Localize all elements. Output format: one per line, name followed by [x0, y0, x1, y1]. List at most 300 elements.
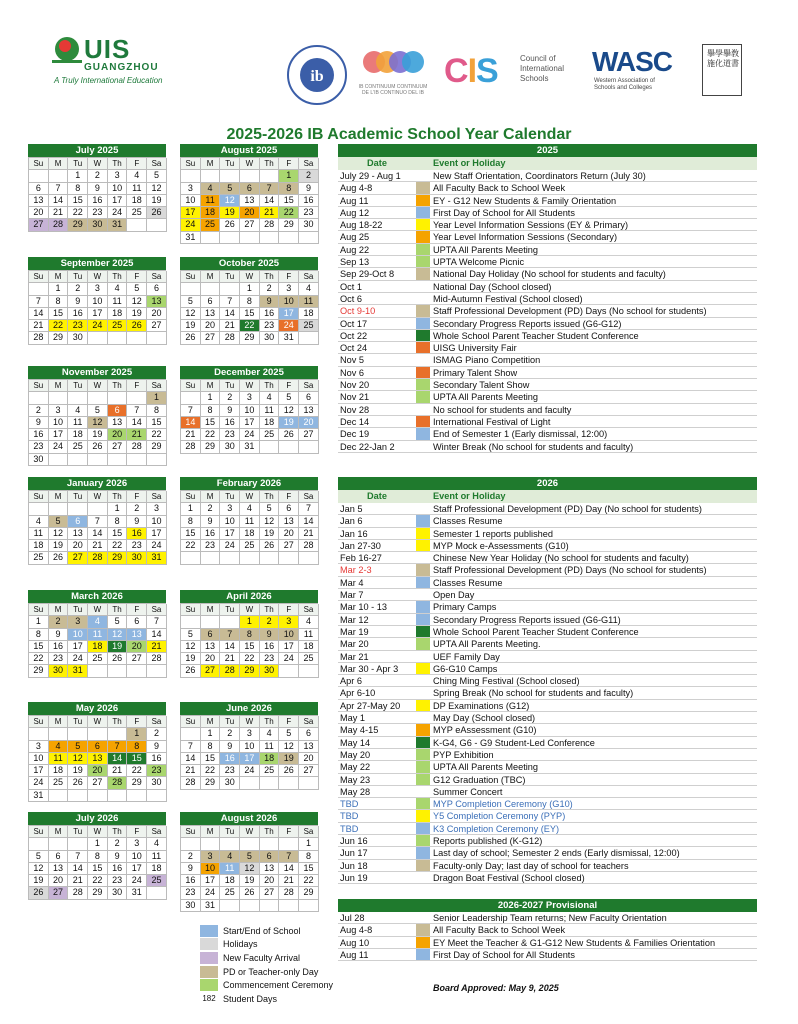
day-cell — [49, 728, 69, 740]
weekday-label: Su — [29, 158, 49, 170]
events-2027 — [338, 899, 757, 961]
event-date: Jun 16 — [340, 836, 368, 847]
cis-logo — [444, 52, 584, 92]
weekday-label: M — [201, 491, 221, 503]
day-cell: 29 — [201, 441, 221, 453]
month-calendar — [28, 812, 166, 900]
weekday-label: M — [201, 271, 221, 283]
day-cell: 3 — [201, 851, 221, 863]
weekday-label: Tu — [220, 158, 240, 170]
day-cell: 2 — [88, 170, 108, 182]
event-row — [338, 651, 757, 663]
day-cell: 26 — [220, 219, 240, 231]
event-date: Oct 9-10 — [340, 306, 376, 317]
day-cell: 10 — [201, 863, 221, 875]
day-cell: 7 — [220, 296, 240, 308]
day-cell: 22 — [181, 540, 201, 552]
event-color-swatch — [416, 651, 430, 662]
event-name: Primary Talent Show — [433, 367, 518, 378]
events-2026 — [338, 477, 757, 884]
day-cell: 7 — [220, 629, 240, 641]
event-name: All Faculty Back to School Week — [433, 925, 566, 936]
day-cell: 19 — [29, 875, 49, 887]
day-cell: 12 — [127, 296, 147, 308]
day-cell: 29 — [240, 332, 260, 344]
day-cell: 3 — [29, 741, 49, 753]
day-cell — [260, 900, 280, 912]
day-cell: 17 — [88, 308, 108, 320]
day-cell — [299, 900, 319, 912]
event-name: International Festival of Light — [433, 416, 551, 427]
day-cell: 7 — [68, 851, 88, 863]
day-cell: 29 — [147, 441, 167, 453]
chinese-seal-text: 擧學擧敎 施化道書 — [707, 49, 739, 68]
day-cell: 27 — [108, 441, 128, 453]
day-cell: 3 — [279, 616, 299, 628]
day-cell: 18 — [68, 429, 88, 441]
event-color-swatch — [416, 823, 430, 834]
weekday-label: Sa — [147, 604, 167, 616]
day-cell: 4 — [147, 838, 167, 850]
event-name: UPTA All Parents Meeting — [433, 762, 539, 773]
day-cell — [279, 552, 299, 564]
event-row — [338, 416, 757, 428]
day-cell — [181, 392, 201, 404]
day-cell — [240, 838, 260, 850]
event-name: EY Meet the Teacher & G1-G12 New Students & Families Orientation — [433, 937, 716, 948]
day-cell: 26 — [29, 887, 49, 899]
day-cell: 4 — [49, 741, 69, 753]
event-row — [338, 577, 757, 589]
event-color-swatch — [416, 700, 430, 711]
weekday-label: Th — [108, 271, 128, 283]
day-cell: 14 — [220, 308, 240, 320]
day-cell: 11 — [299, 629, 319, 641]
day-cell: 13 — [240, 195, 260, 207]
day-cell: 3 — [68, 616, 88, 628]
day-cell: 18 — [49, 765, 69, 777]
event-color-swatch — [416, 354, 430, 365]
day-cell — [147, 454, 167, 466]
day-cell: 10 — [181, 195, 201, 207]
day-cell — [49, 790, 69, 802]
event-name: Chinese New Year Holiday (No school for students and faculty) — [433, 553, 689, 564]
event-color-swatch — [416, 318, 430, 329]
continuum-logo — [358, 44, 428, 106]
day-cell — [220, 616, 240, 628]
day-cell — [240, 232, 260, 244]
event-date: July 29 - Aug 1 — [340, 171, 401, 181]
day-cell: 4 — [68, 405, 88, 417]
day-cell — [127, 332, 147, 344]
day-cell: 26 — [88, 441, 108, 453]
day-cell: 1 — [29, 616, 49, 628]
day-cell: 20 — [147, 308, 167, 320]
event-color-swatch — [416, 564, 430, 575]
weekday-label: Su — [29, 716, 49, 728]
day-cell: 2 — [29, 405, 49, 417]
day-cell: 3 — [240, 728, 260, 740]
day-cell: 28 — [181, 441, 201, 453]
day-cell — [240, 900, 260, 912]
day-cell: 25 — [108, 320, 128, 332]
day-cell — [127, 392, 147, 404]
event-name: Semester 1 reports published — [433, 528, 554, 539]
day-cell: 14 — [108, 753, 128, 765]
day-cell: 21 — [279, 875, 299, 887]
legend-swatch — [200, 952, 218, 964]
day-cell: 12 — [279, 741, 299, 753]
event-date: Jan 16 — [340, 528, 368, 539]
day-cell — [299, 232, 319, 244]
weekday-label: M — [201, 716, 221, 728]
day-cell: 12 — [181, 641, 201, 653]
day-cell: 21 — [127, 429, 147, 441]
day-cell: 7 — [108, 741, 128, 753]
day-cell: 10 — [88, 296, 108, 308]
events-2025 — [338, 144, 757, 453]
event-name: First Day of School for All Students — [433, 949, 575, 960]
day-cell: 22 — [29, 653, 49, 665]
day-cell — [299, 441, 319, 453]
event-color-swatch — [416, 774, 430, 785]
event-row — [338, 638, 757, 650]
day-cell: 26 — [240, 887, 260, 899]
day-cell: 24 — [108, 207, 128, 219]
day-cell: 23 — [147, 765, 167, 777]
event-name: Secondary Talent Show — [433, 380, 530, 391]
day-cell: 13 — [68, 528, 88, 540]
event-name: EY - G12 New Students & Family Orientation — [433, 195, 617, 206]
day-cell — [260, 552, 280, 564]
continuum-circles-icon — [358, 44, 428, 84]
weekday-label: Tu — [68, 158, 88, 170]
event-date: Mar 10 - 13 — [340, 602, 387, 613]
day-cell: 25 — [240, 540, 260, 552]
day-cell: 13 — [279, 516, 299, 528]
day-cell: 23 — [299, 207, 319, 219]
day-cell: 19 — [49, 540, 69, 552]
day-cell: 22 — [127, 765, 147, 777]
day-cell: 24 — [49, 441, 69, 453]
event-name: UISG University Fair — [433, 343, 517, 354]
event-color-swatch — [416, 182, 430, 193]
day-cell: 9 — [220, 405, 240, 417]
day-cell: 21 — [260, 207, 280, 219]
event-date: Nov 28 — [340, 404, 370, 415]
weekday-label: W — [88, 716, 108, 728]
event-name: UPTA All Parents Meeting — [433, 392, 539, 403]
event-color-swatch — [416, 860, 430, 871]
event-name: UPTA All Parents Meeting — [433, 244, 539, 255]
day-cell: 24 — [181, 219, 201, 231]
weekday-label: Tu — [220, 380, 240, 392]
month-grid — [180, 715, 318, 790]
day-cell: 3 — [147, 503, 167, 515]
day-cell: 8 — [147, 405, 167, 417]
day-cell: 16 — [29, 429, 49, 441]
day-cell: 7 — [49, 183, 69, 195]
weekday-label: Su — [181, 158, 201, 170]
weekday-label: Th — [108, 826, 128, 838]
day-cell: 18 — [240, 528, 260, 540]
weekday-label: Su — [29, 491, 49, 503]
day-cell: 26 — [181, 665, 201, 677]
day-cell — [201, 616, 221, 628]
day-cell — [49, 392, 69, 404]
day-cell: 28 — [220, 665, 240, 677]
weekday-label: M — [201, 158, 221, 170]
weekday-label: M — [49, 604, 69, 616]
day-cell: 3 — [88, 283, 108, 295]
month-grid — [180, 270, 318, 345]
day-cell: 1 — [108, 503, 128, 515]
day-cell — [220, 170, 240, 182]
day-cell: 2 — [299, 170, 319, 182]
day-cell: 29 — [240, 665, 260, 677]
month-calendar — [180, 477, 318, 565]
event-date: Sep 29-Oct 8 — [340, 269, 395, 280]
uis-mark-icon — [52, 34, 82, 68]
day-cell: 15 — [29, 641, 49, 653]
month-title: September 2025 — [28, 257, 166, 270]
uis-name: UIS — [84, 34, 131, 64]
day-cell: 30 — [88, 219, 108, 231]
day-cell: 1 — [181, 503, 201, 515]
day-cell: 2 — [147, 728, 167, 740]
day-cell: 17 — [220, 528, 240, 540]
day-cell: 15 — [108, 528, 128, 540]
day-cell: 14 — [260, 195, 280, 207]
day-cell: 11 — [68, 417, 88, 429]
event-row — [338, 761, 757, 773]
day-cell: 9 — [68, 296, 88, 308]
weekday-label: Sa — [299, 380, 319, 392]
day-cell — [220, 838, 240, 850]
day-cell: 18 — [147, 863, 167, 875]
day-cell: 11 — [108, 296, 128, 308]
day-cell: 7 — [260, 183, 280, 195]
day-cell — [29, 838, 49, 850]
day-cell — [181, 616, 201, 628]
event-date: Jul 28 — [340, 913, 365, 923]
event-name: PYP Exhibition — [433, 749, 494, 760]
event-color-swatch — [416, 391, 430, 402]
day-cell: 13 — [299, 741, 319, 753]
event-date: Aug 22 — [340, 244, 370, 255]
month-title: January 2026 — [28, 477, 166, 490]
day-cell: 5 — [220, 183, 240, 195]
event-color-swatch — [416, 281, 430, 292]
day-cell: 17 — [201, 875, 221, 887]
weekday-label: Th — [108, 491, 128, 503]
weekday-label: Sa — [299, 716, 319, 728]
day-cell: 20 — [68, 540, 88, 552]
day-cell: 10 — [279, 629, 299, 641]
event-name: Year Level Information Sessions (EY & Primary) — [433, 220, 629, 231]
legend — [200, 924, 360, 1006]
wasc-text: Western Association of Schools and Colleges — [594, 78, 655, 91]
col-event: Event or Holiday — [433, 491, 506, 501]
month-grid — [28, 715, 166, 802]
day-cell: 25 — [147, 875, 167, 887]
day-cell: 16 — [108, 863, 128, 875]
day-cell: 9 — [88, 183, 108, 195]
weekday-label: M — [201, 826, 221, 838]
event-row — [338, 354, 757, 366]
day-cell: 5 — [240, 851, 260, 863]
event-color-swatch — [416, 847, 430, 858]
day-cell: 12 — [49, 528, 69, 540]
event-date: Aug 4-8 — [340, 925, 373, 936]
day-cell: 16 — [220, 417, 240, 429]
event-color-swatch — [416, 798, 430, 809]
day-cell: 19 — [88, 429, 108, 441]
event-date: Mar 20 — [340, 639, 369, 650]
month-title: June 2026 — [180, 702, 318, 715]
day-cell: 15 — [240, 641, 260, 653]
day-cell: 9 — [260, 629, 280, 641]
day-cell — [260, 441, 280, 453]
weekday-label: Th — [260, 380, 280, 392]
day-cell — [108, 454, 128, 466]
day-cell — [299, 332, 319, 344]
day-cell — [279, 838, 299, 850]
day-cell: 5 — [49, 516, 69, 528]
day-cell: 9 — [181, 863, 201, 875]
day-cell: 12 — [220, 195, 240, 207]
day-cell: 22 — [279, 207, 299, 219]
event-name: Dragon Boat Festival (School closed) — [433, 872, 585, 883]
day-cell: 21 — [68, 875, 88, 887]
event-date: May 4-15 — [340, 725, 379, 736]
day-cell: 5 — [147, 170, 167, 182]
day-cell: 20 — [127, 641, 147, 653]
day-cell: 5 — [181, 629, 201, 641]
day-cell: 11 — [299, 296, 319, 308]
day-cell: 20 — [49, 875, 69, 887]
weekday-label: W — [240, 380, 260, 392]
day-cell: 12 — [260, 516, 280, 528]
day-cell: 16 — [68, 308, 88, 320]
day-cell: 27 — [299, 765, 319, 777]
day-cell: 15 — [201, 417, 221, 429]
month-calendar — [180, 702, 318, 790]
event-row — [338, 428, 757, 440]
day-cell: 14 — [279, 863, 299, 875]
day-cell: 4 — [260, 728, 280, 740]
day-cell: 31 — [127, 887, 147, 899]
event-date: Jun 18 — [340, 860, 368, 871]
event-color-swatch — [416, 367, 430, 378]
month-title: March 2026 — [28, 590, 166, 603]
day-cell: 23 — [127, 540, 147, 552]
month-grid — [28, 490, 166, 565]
day-cell: 13 — [49, 863, 69, 875]
day-cell: 9 — [201, 516, 221, 528]
month-title: February 2026 — [180, 477, 318, 490]
day-cell: 11 — [29, 528, 49, 540]
day-cell: 10 — [29, 753, 49, 765]
day-cell: 13 — [260, 863, 280, 875]
event-name: Secondary Progress Reports issued (G6-G12) — [433, 318, 622, 329]
event-color-swatch — [416, 428, 430, 439]
event-row — [338, 700, 757, 712]
wasc-logo — [592, 46, 700, 92]
wasc-mark: WASC — [592, 46, 672, 77]
day-cell — [127, 219, 147, 231]
day-cell: 21 — [108, 765, 128, 777]
legend-item — [200, 924, 360, 938]
event-color-swatch — [416, 293, 430, 304]
event-color-swatch — [416, 404, 430, 415]
col-date: Date — [367, 491, 387, 501]
weekday-label: F — [127, 271, 147, 283]
event-name: K-G4, G6 - G9 Student-Led Conference — [433, 737, 595, 748]
day-cell: 10 — [68, 629, 88, 641]
weekday-label: Th — [108, 604, 128, 616]
day-cell: 18 — [29, 540, 49, 552]
day-cell: 31 — [201, 900, 221, 912]
event-date: Nov 5 — [340, 355, 365, 366]
day-cell — [201, 552, 221, 564]
day-cell — [29, 283, 49, 295]
legend-swatch — [200, 966, 218, 978]
event-date: TBD — [340, 823, 359, 834]
day-cell: 13 — [108, 417, 128, 429]
event-color-swatch — [416, 872, 430, 883]
weekday-label: F — [127, 604, 147, 616]
day-cell: 30 — [147, 777, 167, 789]
day-cell: 1 — [127, 728, 147, 740]
event-color-swatch — [416, 614, 430, 625]
event-row — [338, 564, 757, 576]
day-cell: 19 — [220, 207, 240, 219]
event-color-swatch — [416, 330, 430, 341]
day-cell — [201, 170, 221, 182]
continuum-text: IB CONTINUUM CONTINUUM DE L'IB CONTINUO DEL IB — [358, 84, 428, 96]
day-cell: 24 — [29, 777, 49, 789]
weekday-label: F — [127, 491, 147, 503]
day-cell: 23 — [201, 540, 221, 552]
legend-label: Student Days — [223, 993, 278, 1004]
day-cell: 11 — [260, 405, 280, 417]
day-cell: 12 — [279, 405, 299, 417]
event-name: Senior Leadership Team returns; New Faculty Orientation — [433, 913, 667, 923]
day-cell: 6 — [88, 741, 108, 753]
event-date: Mar 30 - Apr 3 — [340, 663, 399, 674]
day-cell: 22 — [68, 207, 88, 219]
weekday-label: Tu — [68, 604, 88, 616]
day-cell: 2 — [260, 616, 280, 628]
event-row — [338, 219, 757, 231]
day-cell: 22 — [147, 429, 167, 441]
day-cell: 28 — [88, 552, 108, 564]
day-cell: 31 — [29, 790, 49, 802]
day-cell: 5 — [68, 741, 88, 753]
event-color-swatch — [416, 687, 430, 698]
day-cell: 5 — [279, 392, 299, 404]
weekday-label: Tu — [68, 491, 88, 503]
weekday-label: W — [88, 491, 108, 503]
legend-label: Start/End of School — [223, 925, 301, 936]
day-cell: 18 — [299, 641, 319, 653]
day-cell: 22 — [201, 429, 221, 441]
events-2026-rows — [338, 503, 757, 884]
weekday-label: Th — [260, 158, 280, 170]
month-title: November 2025 — [28, 366, 166, 379]
month-grid — [28, 270, 166, 345]
